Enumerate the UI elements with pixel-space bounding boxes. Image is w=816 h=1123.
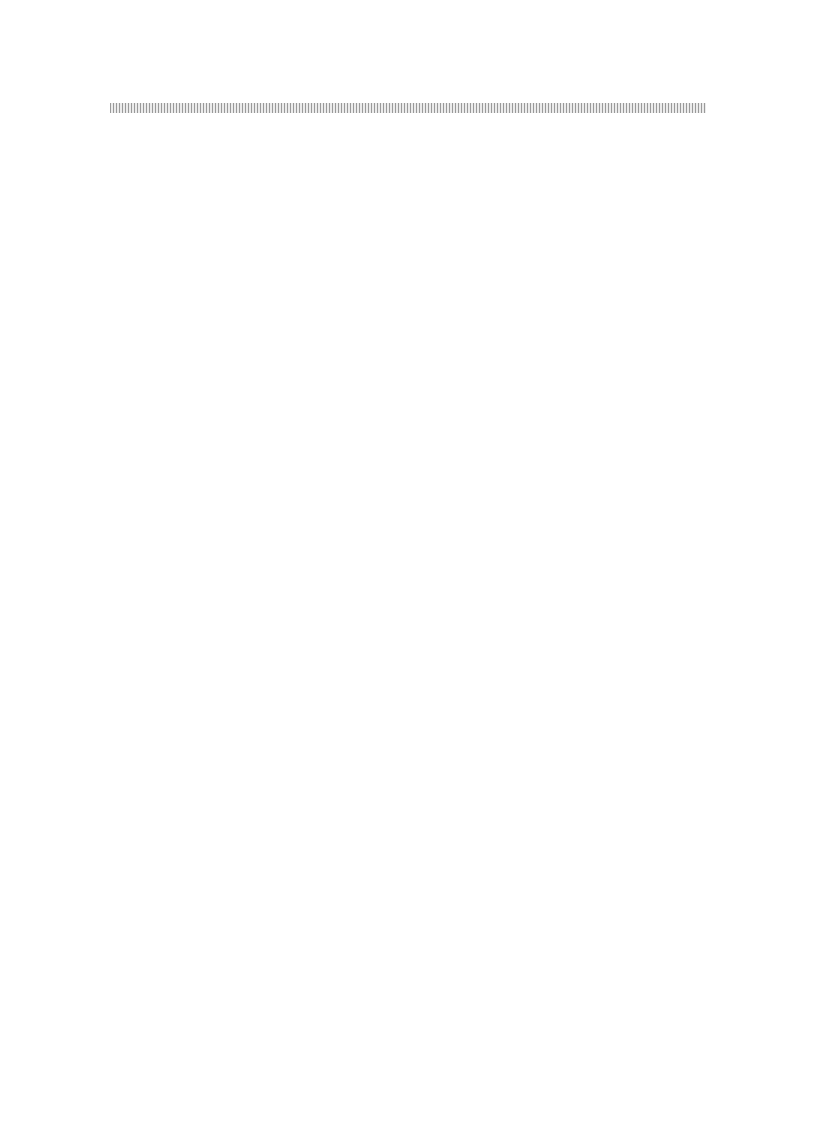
header-rule: [110, 103, 706, 113]
